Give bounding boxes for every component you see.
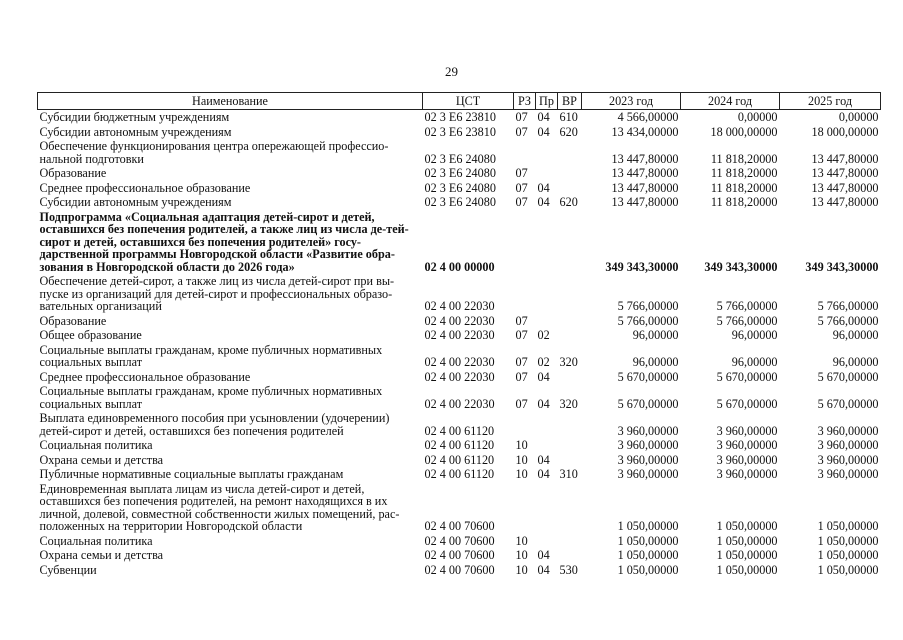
row-pr: 02 (537, 355, 550, 369)
row-2025: 18 000,00000 (811, 124, 879, 139)
table-row (38, 534, 881, 549)
row-name: Выплата единовременного пособия при усыновлении (удочерении) детей-сирот и детей, оставшихся без попечения родителей (39, 411, 390, 438)
row-cst: 02 3 E6 24080 (424, 180, 496, 195)
header-vr: ВР (558, 93, 582, 110)
row-2024: 1 050,00000 (716, 533, 778, 548)
row-rz: 10 (515, 452, 528, 467)
row-2023: 13 447,80000 (611, 195, 679, 209)
budget-table (37, 92, 881, 577)
row-2025: 3 960,00000 (817, 452, 879, 467)
table-row (38, 328, 881, 343)
row-2023: 5 670,00000 (617, 369, 679, 384)
row-2025: 1 050,00000 (817, 533, 879, 548)
row-pr: 04 (537, 124, 550, 139)
row-2025: 96,00000 (832, 328, 879, 342)
row-vr (558, 210, 582, 275)
row-2025: 13 447,80000 (811, 151, 879, 166)
row-rz: 10 (515, 562, 528, 577)
row-2024: 1 050,00000 (716, 562, 778, 577)
row-rz: 07 (515, 328, 528, 342)
row-2023: 1 050,00000 (617, 562, 679, 577)
header-2023: 2023 год (582, 93, 681, 110)
header-2025: 2025 год (780, 93, 881, 110)
row-2024: 5 766,00000 (716, 299, 778, 313)
row-rz (514, 482, 536, 534)
row-cst: 02 3 E6 23810 (424, 110, 496, 124)
row-pr (536, 482, 558, 534)
row-vr (558, 548, 582, 563)
table-row (38, 384, 881, 411)
row-2025: 96,00000 (832, 355, 879, 369)
row-2023: 1 050,00000 (617, 548, 679, 562)
table-row (38, 181, 881, 196)
row-2023: 13 434,00000 (611, 124, 679, 139)
table-row (38, 125, 881, 140)
row-name: Социальные выплаты гражданам, кроме публичных нормативных социальных выплат (39, 342, 383, 369)
row-2023: 96,00000 (632, 355, 679, 369)
row-2023: 3 960,00000 (617, 452, 679, 467)
row-cst: 02 4 00 61120 (424, 452, 495, 467)
row-name: Социальная политика (39, 438, 153, 452)
row-2023: 13 447,80000 (611, 180, 679, 195)
row-2025: 5 670,00000 (817, 369, 879, 384)
row-name: Субсидии автономным учреждениям (39, 195, 232, 209)
row-vr (558, 328, 582, 343)
row-name: Подпрограмма «Социальная адаптация детей-сирот и детей, оставшихся без попечения родителей, а также лиц из числа де-тей-сирот и детей, оставшихся без попечения родителей» госу-дарственной программы Новгородской области «Развитие обра-зования в Новгородской области до 2026 года» (39, 209, 409, 274)
row-2024: 1 050,00000 (716, 548, 778, 562)
table-row (38, 563, 881, 578)
row-cst: 02 4 00 61120 (424, 423, 495, 438)
row-2023: 3 960,00000 (617, 438, 679, 452)
row-pr: 04 (537, 369, 550, 384)
row-2024: 11 818,20000 (710, 166, 778, 180)
row-pr: 02 (537, 328, 550, 342)
row-vr: 620 (559, 124, 578, 139)
row-name: Среднее профессиональное образование (39, 180, 251, 195)
row-2024: 3 960,00000 (716, 467, 778, 481)
row-rz (514, 210, 536, 275)
row-2025: 5 766,00000 (817, 313, 879, 328)
row-2024: 18 000,00000 (710, 124, 778, 139)
row-pr: 04 (537, 180, 550, 195)
row-2025: 0,00000 (838, 110, 879, 124)
table-row (38, 274, 881, 314)
row-2025: 1 050,00000 (817, 548, 879, 562)
row-cst: 02 4 00 22030 (424, 396, 495, 411)
row-name: Обеспечение детей-сирот, а также лиц из числа детей-сирот при вы-пуске из организаций для детей-сирот и профессиональных образо-вательных организаций (39, 274, 395, 313)
row-rz: 07 (515, 369, 528, 384)
table-row (38, 370, 881, 385)
row-2023: 5 670,00000 (617, 396, 679, 411)
row-2025: 3 960,00000 (817, 438, 879, 452)
row-rz: 10 (515, 548, 528, 562)
row-rz (514, 274, 536, 314)
header-rz: РЗ (514, 93, 536, 110)
row-cst: 02 4 00 70600 (424, 548, 495, 562)
row-cst: 02 3 E6 24080 (424, 151, 496, 166)
row-pr (536, 139, 558, 166)
row-cst: 02 4 00 70600 (424, 519, 495, 533)
row-2023: 5 766,00000 (617, 313, 679, 328)
row-2024: 96,00000 (731, 328, 778, 342)
row-rz: 10 (515, 467, 528, 481)
row-cst: 02 4 00 22030 (424, 299, 495, 313)
row-pr (536, 274, 558, 314)
row-2025: 1 050,00000 (817, 562, 879, 577)
row-vr: 620 (559, 195, 578, 209)
row-name: Социальная политика (39, 533, 153, 548)
row-2023: 3 960,00000 (617, 423, 679, 438)
row-cst: 02 4 00 00000 (424, 259, 495, 274)
row-vr (558, 139, 582, 166)
row-2025: 13 447,80000 (811, 195, 879, 209)
row-pr: 04 (537, 548, 550, 562)
row-pr (536, 166, 558, 181)
row-2025: 5 766,00000 (817, 299, 879, 313)
row-2024: 5 670,00000 (716, 396, 778, 411)
row-rz: 07 (515, 124, 528, 139)
table-row (38, 210, 881, 275)
table-row (38, 314, 881, 329)
row-pr: 04 (537, 452, 550, 467)
row-pr (536, 438, 558, 453)
row-rz: 07 (515, 110, 528, 124)
row-pr (536, 411, 558, 438)
row-name: Образование (39, 166, 107, 180)
row-name: Единовременная выплата лицам из числа детей-сирот и детей, оставшихся без попечения родителей, на ремонт находящихся в их личной, долевой, совместной собственности жилых помещений, рас-положенных на территории Новгородской области (39, 481, 400, 533)
row-vr (558, 453, 582, 468)
row-2023: 13 447,80000 (611, 166, 679, 180)
page-number: 29 (445, 64, 458, 79)
row-pr (536, 314, 558, 329)
table-row (38, 166, 881, 181)
row-pr (536, 534, 558, 549)
row-rz: 07 (515, 195, 528, 209)
row-vr (558, 534, 582, 549)
table-row (38, 467, 881, 482)
row-pr: 04 (537, 396, 550, 411)
row-vr (558, 482, 582, 534)
table-row (38, 195, 881, 210)
row-2024: 11 818,20000 (710, 151, 778, 166)
header-name: Наименование (38, 93, 423, 110)
table-row (38, 139, 881, 166)
row-cst: 02 4 00 70600 (424, 562, 495, 577)
row-name: Субсидии автономным учреждениям (39, 124, 232, 139)
row-cst: 02 3 E6 24080 (424, 166, 496, 180)
row-2024: 349 343,30000 (704, 259, 778, 274)
row-2023: 3 960,00000 (617, 467, 679, 481)
row-2023: 1 050,00000 (617, 519, 679, 533)
table-row (38, 548, 881, 563)
row-name: Охрана семьи и детства (39, 548, 164, 562)
row-pr: 04 (537, 110, 550, 124)
row-name: Образование (39, 313, 107, 328)
table-row (38, 438, 881, 453)
row-rz: 07 (515, 355, 528, 369)
row-2025: 13 447,80000 (811, 180, 879, 195)
row-rz: 10 (515, 533, 528, 548)
row-rz: 07 (515, 166, 528, 180)
table-row (38, 343, 881, 370)
row-name: Субвенции (39, 562, 97, 577)
row-name: Охрана семьи и детства (39, 452, 164, 467)
row-pr: 04 (537, 467, 550, 481)
row-pr (536, 210, 558, 275)
row-cst: 02 3 E6 24080 (424, 195, 496, 209)
row-vr: 530 (559, 562, 578, 577)
row-2025: 3 960,00000 (817, 467, 879, 481)
row-vr: 310 (559, 467, 578, 481)
row-vr: 320 (559, 355, 578, 369)
row-vr (558, 411, 582, 438)
row-name: Публичные нормативные социальные выплаты гражданам (39, 467, 344, 481)
row-rz: 07 (515, 180, 528, 195)
row-2025: 5 670,00000 (817, 396, 879, 411)
table-body (38, 110, 881, 578)
row-2024: 5 670,00000 (716, 369, 778, 384)
row-cst: 02 4 00 61120 (424, 438, 495, 452)
row-2024: 3 960,00000 (716, 423, 778, 438)
row-vr: 320 (559, 396, 578, 411)
table-row (38, 482, 881, 534)
row-vr (558, 166, 582, 181)
row-2024: 3 960,00000 (716, 452, 778, 467)
row-name: Субсидии бюджетным учреждениям (39, 110, 230, 124)
row-cst: 02 4 00 22030 (424, 369, 495, 384)
header-cst: ЦСТ (423, 93, 514, 110)
row-vr: 610 (559, 110, 578, 124)
row-cst: 02 4 00 22030 (424, 328, 495, 342)
row-pr: 04 (537, 562, 550, 577)
row-2024: 3 960,00000 (716, 438, 778, 452)
row-2025: 13 447,80000 (811, 166, 879, 180)
row-cst: 02 4 00 22030 (424, 313, 495, 328)
row-2025: 3 960,00000 (817, 423, 879, 438)
row-2024: 11 818,20000 (710, 195, 778, 209)
table-header (38, 93, 881, 110)
row-rz: 07 (515, 396, 528, 411)
row-vr (558, 438, 582, 453)
row-vr (558, 181, 582, 196)
row-vr (558, 314, 582, 329)
row-2024: 5 766,00000 (716, 313, 778, 328)
row-2025: 349 343,30000 (805, 259, 879, 274)
row-rz: 07 (515, 313, 528, 328)
table-row (38, 453, 881, 468)
row-2023: 349 343,30000 (605, 259, 679, 274)
row-2023: 1 050,00000 (617, 533, 679, 548)
row-rz: 10 (515, 438, 528, 452)
header-2024: 2024 год (681, 93, 780, 110)
row-2024: 96,00000 (731, 355, 778, 369)
row-name: Общее образование (39, 328, 142, 342)
row-2023: 13 447,80000 (611, 151, 679, 166)
row-2024: 0,00000 (737, 110, 778, 124)
row-2023: 5 766,00000 (617, 299, 679, 313)
row-name: Обеспечение функционирования центра опережающей профессио-нальной подготовки (39, 139, 389, 166)
table-row (38, 411, 881, 438)
row-2024: 11 818,20000 (710, 180, 778, 195)
row-2025: 1 050,00000 (817, 519, 879, 533)
row-rz (514, 411, 536, 438)
row-cst: 02 4 00 61120 (424, 467, 495, 481)
row-2024: 1 050,00000 (716, 519, 778, 533)
row-2023: 96,00000 (632, 328, 679, 342)
row-cst: 02 4 00 22030 (424, 355, 495, 369)
row-rz (514, 139, 536, 166)
row-2023: 4 566,00000 (617, 110, 679, 124)
row-name: Социальные выплаты гражданам, кроме публичных нормативных социальных выплат (39, 384, 383, 411)
table-row (38, 110, 881, 125)
row-vr (558, 274, 582, 314)
header-pr: Пр (536, 93, 558, 110)
row-pr: 04 (537, 195, 550, 209)
row-cst: 02 3 E6 23810 (424, 124, 496, 139)
row-cst: 02 4 00 70600 (424, 533, 495, 548)
row-name: Среднее профессиональное образование (39, 369, 251, 384)
row-vr (558, 370, 582, 385)
